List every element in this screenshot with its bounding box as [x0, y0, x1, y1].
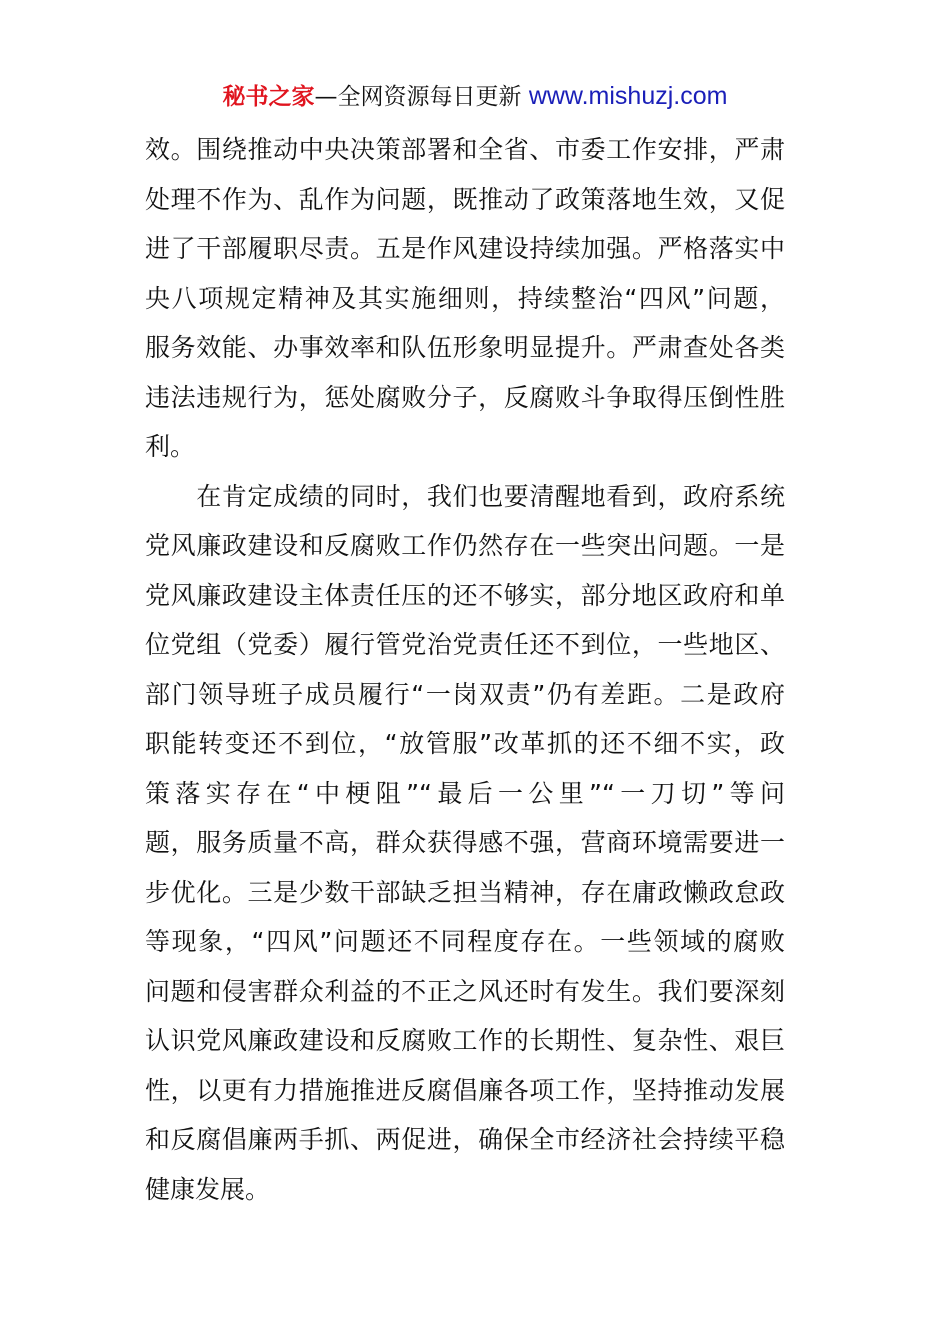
- text-line: 策落实存在“中梗阻”“最后一公里”“一刀切”等问: [145, 778, 785, 808]
- text-line: 服务效能、办事效率和队伍形象明显提升。严肃查处各类: [145, 333, 785, 362]
- text-line: 职能转变还不到位，“放管服”改革抓的还不细不实，政: [145, 729, 785, 758]
- text-line: 部门领导班子成员履行“一岗双责”仍有差距。二是政府: [145, 679, 785, 709]
- site-name: 秘书之家: [222, 84, 315, 110]
- paragraph-first-line: 在肯定成绩的同时，我们也要清醒地看到，政府系统: [145, 481, 785, 511]
- text-line: 党风廉政建设主体责任压的还不够实，部分地区政府和单: [145, 580, 785, 610]
- text-line: 认识党风廉政建设和反腐败工作的长期性、复杂性、艰巨: [145, 1026, 785, 1055]
- text-line: 违法违规行为，惩处腐败分子，反腐败斗争取得压倒性胜: [145, 382, 785, 412]
- document-body: [145, 125, 785, 1214]
- text-line: 问题和侵害群众利益的不正之风还时有发生。我们要深刻: [145, 976, 785, 1006]
- text-line: 性，以更有力措施推进反腐倡廉各项工作，坚持推动发展: [145, 1075, 785, 1105]
- text-line: 效。围绕推动中央决策部署和全省、市委工作安排，严肃: [145, 135, 785, 164]
- text-line: 题，服务质量不高，群众获得感不强，营商环境需要进一: [145, 828, 785, 857]
- text-line: 等现象，“四风”问题还不同程度存在。一些领域的腐败: [145, 927, 785, 956]
- text-line: 央八项规定精神及其实施细则，持续整治“四风”问题，: [145, 283, 785, 313]
- site-tagline: —全网资源每日更新: [314, 84, 522, 110]
- paragraph-end-line: 健康发展。: [145, 1174, 271, 1204]
- paragraph-end-line: 利。: [145, 432, 196, 461]
- text-line: 步优化。三是少数干部缺乏担当精神，存在庸政懒政怠政: [145, 877, 785, 907]
- page-header: [0, 80, 950, 113]
- text-line: 进了干部履职尽责。五是作风建设持续加强。严格落实中: [145, 234, 785, 263]
- site-url-link[interactable]: www.mishuzj.com: [528, 82, 728, 110]
- text-line: 处理不作为、乱作为问题，既推动了政策落地生效，又促: [145, 184, 785, 214]
- text-line: 和反腐倡廉两手抓、两促进，确保全市经济社会持续平稳: [145, 1125, 785, 1154]
- text-line: 党风廉政建设和反腐败工作仍然存在一些突出问题。一是: [145, 531, 785, 560]
- text-line: 位党组（党委）履行管党治党责任还不到位，一些地区、: [145, 630, 785, 659]
